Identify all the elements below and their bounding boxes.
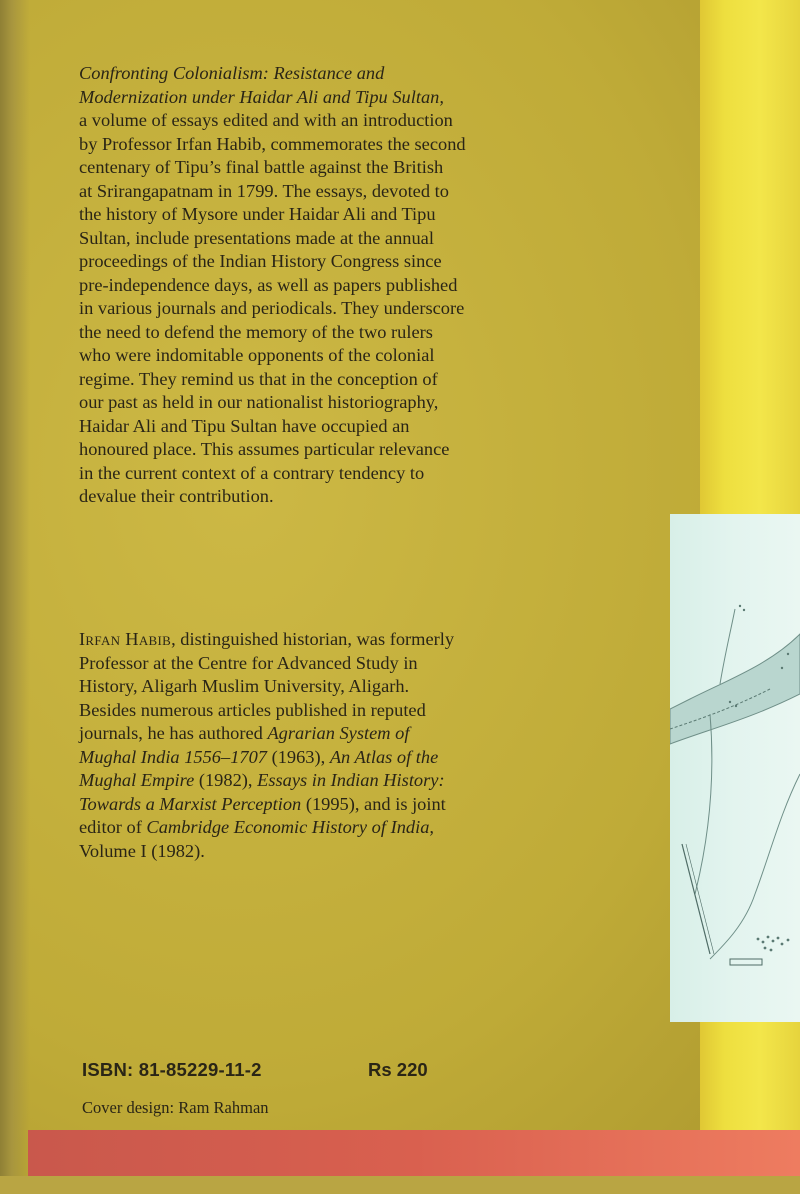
italic-text: Agrarian System of [267,723,410,743]
text-segment: the history of Mysore under Haidar Ali and Tipu [79,204,436,224]
author-bio [79,628,509,863]
description-line [79,86,509,110]
text-segment: (1963), [266,746,330,767]
text-segment: pre-independence days, as well as papers published [79,274,458,295]
text-segment: by Professor Irfan Habib, commemorates the second [79,133,466,154]
isbn: ISBN: 81-85229-11-2 [82,1059,262,1080]
text-segment: a volume of essays edited and with an introduction [79,110,453,130]
description-line [79,438,509,462]
text-segment: proceedings of the Indian History Congress since [79,251,442,271]
description-line [79,156,509,180]
italic-text: Confronting Colonialism: Resistance and [79,63,385,83]
bio-line [79,628,509,652]
bio-line [79,816,509,840]
bottom-edge-strip [0,1176,800,1194]
text-segment: History, Aligarh Muslim University, Aligarh. [79,676,410,696]
italic-text: Towards a Marxist Perception [79,793,302,814]
bio-line [79,746,509,770]
text-segment: (1982), [194,770,258,790]
text-segment: , distinguished historian, was formerly [171,629,455,649]
description-line [79,415,509,439]
description-line [79,109,509,133]
description-line [79,485,509,509]
bottom-color-bar [28,1130,800,1176]
description-line [79,462,509,486]
cover-left-edge [0,0,30,1194]
text-segment: journals, he has authored [79,723,268,743]
bio-line [79,840,509,864]
description-line [79,297,509,321]
text-segment: (1995), and is joint [301,793,446,814]
text-segment: devalue their contribution. [79,486,274,506]
text-segment: who were indomitable opponents of the colonial [79,345,435,365]
book-description [79,62,509,509]
description-line [79,62,509,86]
description-line [79,250,509,274]
text-segment: at Srirangapatnam in 1799. The essays, devoted to [79,180,449,201]
bio-line [79,769,509,793]
description-line [79,391,509,415]
text-segment: in various journals and periodicals. They underscore [79,298,465,318]
text-segment: regime. They remind us that in the conception of [79,368,438,389]
description-line [79,180,509,204]
italic-text: Cambridge Economic History of India, [146,817,434,837]
description-line [79,344,509,368]
italic-text: Mughal India 1556–1707 [79,746,267,767]
italic-text: Mughal Empire [79,770,195,790]
text-segment: in the current context of a contrary tendency to [79,462,425,483]
author-name: Irfan Habib [79,629,172,649]
text-segment: our past as held in our nationalist historiography, [79,392,439,412]
description-line [79,133,509,157]
description-line [79,368,509,392]
bio-line [79,699,509,723]
description-line [79,321,509,345]
map-drawing [670,514,800,1022]
italic-text: An Atlas of the [329,746,439,767]
bio-line [79,652,509,676]
bio-line [79,675,509,699]
text-segment: Besides numerous articles published in reputed [79,699,426,720]
text-segment: Professor at the Centre for Advanced Study in [79,652,418,673]
description-line [79,203,509,227]
price: Rs 220 [368,1059,428,1080]
map-illustration [670,514,800,1022]
italic-text: Modernization under Haidar Ali and Tipu Sultan, [79,86,444,107]
text-segment: the need to defend the memory of the two rulers [79,321,433,342]
italic-text: Essays in Indian History: [257,770,445,790]
description-line [79,274,509,298]
text-segment: honoured place. This assumes particular relevance [79,439,450,459]
text-segment: centenary of Tipu’s final battle against the British [79,157,444,177]
text-segment: Volume I (1982). [79,840,205,861]
text-segment: Haidar Ali and Tipu Sultan have occupied an [79,415,410,436]
bio-line [79,793,509,817]
text-segment: editor of [79,817,147,837]
cover-design-credit: Cover design: Ram Rahman [82,1098,269,1117]
bio-line [79,722,509,746]
description-line [79,227,509,251]
text-segment: Sultan, include presentations made at the annual [79,227,434,248]
